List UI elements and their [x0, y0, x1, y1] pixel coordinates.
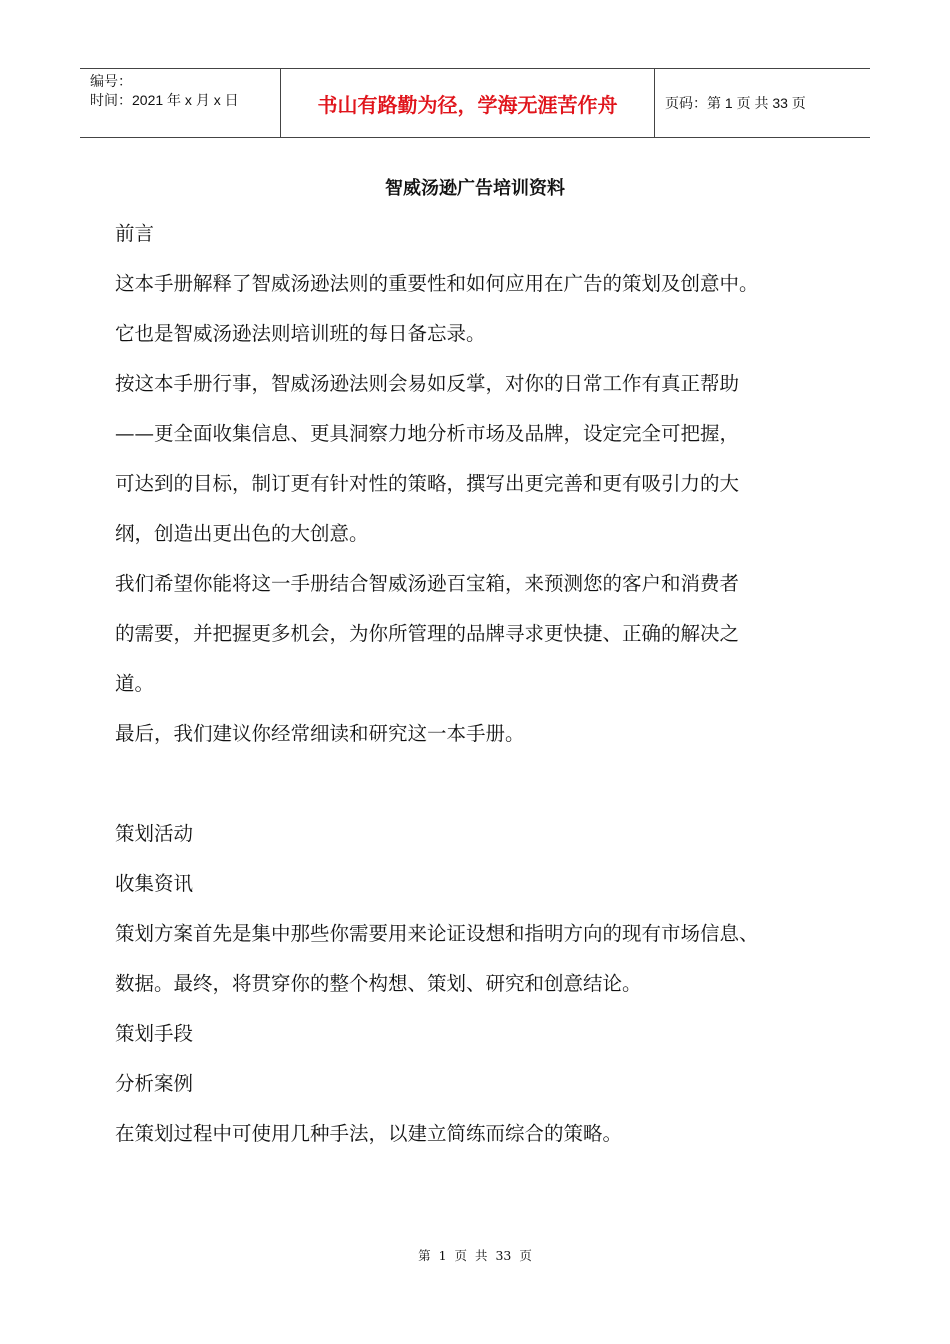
document-header	[80, 68, 870, 138]
number-label: 编号：	[90, 73, 132, 89]
paragraph-line: 纲，创造出更出色的大创意。	[115, 522, 369, 545]
header-meta	[80, 69, 280, 137]
document-body	[115, 218, 875, 1168]
header-motto: 书山有路勤为径，学海无涯苦作舟	[280, 69, 655, 137]
blank-line	[115, 768, 875, 818]
paragraph-line: 这本手册解释了智威汤逊法则的重要性和如何应用在广告的策划及创意中。	[115, 272, 759, 295]
paragraph-line: 在策划过程中可使用几种手法，以建立简练而综合的策略。	[115, 1122, 623, 1145]
paragraph-line: 道。	[115, 672, 155, 695]
paragraph-line: 可达到的目标，制订更有针对性的策略，撰写出更完善和更有吸引力的大	[115, 472, 740, 495]
section-heading: 收集资讯	[115, 872, 194, 895]
paragraph-line: 数据。最终，将贯穿你的整个构想、策划、研究和创意结论。	[115, 972, 642, 995]
section-heading: 分析案例	[115, 1072, 194, 1095]
page-footer: 第 1 页 共 33 页	[418, 1248, 532, 1263]
section-heading: 策划手段	[115, 1022, 194, 1045]
document-title: 智威汤逊广告培训资料	[385, 178, 565, 199]
paragraph-line: 按这本手册行事，智威汤逊法则会易如反掌，对你的日常工作有真正帮助	[115, 372, 740, 395]
paragraph-line: 前言	[115, 222, 155, 245]
paragraph-line: 的需要，并把握更多机会，为你所管理的品牌寻求更快捷、正确的解决之	[115, 622, 740, 645]
paragraph-line: 最后，我们建议你经常细读和研究这一本手册。	[115, 722, 525, 745]
section-heading: 策划活动	[115, 822, 194, 845]
paragraph-line: 策划方案首先是集中那些你需要用来论证设想和指明方向的现有市场信息、	[115, 922, 759, 945]
paragraph-line: 它也是智威汤逊法则培训班的每日备忘录。	[115, 322, 486, 345]
header-page-info: 页码：第 1 页 共 33 页	[665, 95, 806, 111]
time-label: 时间：2021 年 x 月 x 日	[90, 92, 239, 108]
paragraph-line: 我们希望你能将这一手册结合智威汤逊百宝箱，来预测您的客户和消费者	[115, 572, 740, 595]
paragraph-line: ——更全面收集信息、更具洞察力地分析市场及品牌，设定完全可把握，	[115, 422, 740, 445]
